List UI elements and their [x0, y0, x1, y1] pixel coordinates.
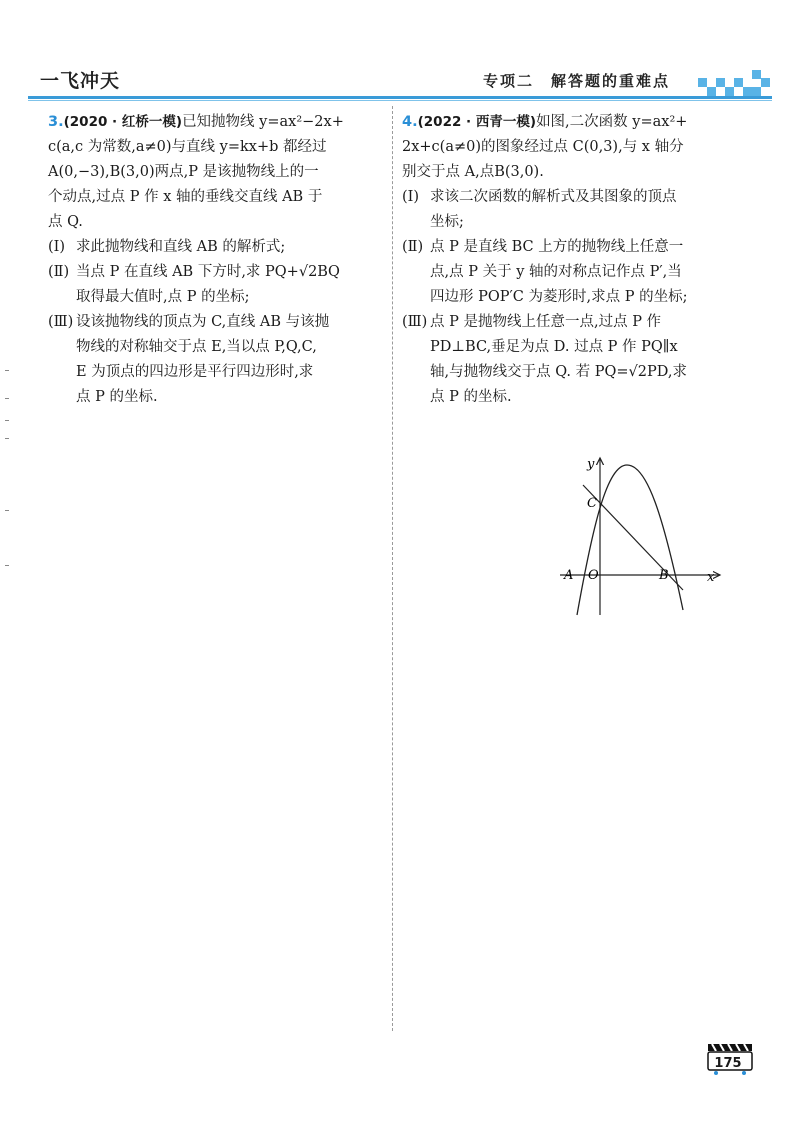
section-title: 专项二 解答题的重难点 [483, 72, 671, 90]
question-3-number: 3. [48, 114, 64, 130]
question-3-part-3: (Ⅲ) 设该抛物线的顶点为 C,直线 AB 与该抛 物线的对称轴交于点 E,当以点 P,Q,C, E 为顶点的四边形是平行四边形时,求 点 P 的坐标. [48, 314, 330, 405]
question-4-source: (2022 · 西青一模) [417, 114, 537, 130]
checker-decoration [698, 70, 768, 96]
label-b: B [659, 568, 669, 583]
label-x: x [707, 570, 715, 585]
question-3-line-5: 点 Q. [48, 214, 83, 230]
question-3-line-4: 个动点,过点 P 作 x 轴的垂线交直线 AB 于 [48, 189, 323, 205]
question-3-part-1: (Ⅰ) 求此抛物线和直线 AB 的解析式; [48, 239, 286, 255]
question-4 [402, 110, 752, 410]
page-header [28, 58, 772, 102]
question-3 [48, 110, 386, 410]
question-3-line-1: 3.(2020 · 红桥一模)已知抛物线 y=ax²−2x+ [48, 114, 344, 130]
question-4-part-3: (Ⅲ) 点 P 是抛物线上任意一点,过点 P 作 PD⊥BC,垂足为点 D. 过点 P 作 PQ∥x 轴,与抛物线交于点 Q. 若 PQ=√2PD,求 点 P 的坐标. [402, 314, 687, 405]
page-number: 175 [714, 1056, 742, 1071]
column-divider [392, 106, 393, 1031]
header-rule-thin [28, 100, 772, 101]
question-3-line-2: c(a,c 为常数,a≠0)与直线 y=kx+b 都经过 [48, 139, 327, 155]
question-4-line-2: 2x+c(a≠0)的图象经过点 C(0,3),与 x 轴分 [402, 139, 684, 155]
question-4-line-3: 别交于点 A,点B(3,0). [402, 164, 544, 180]
label-y: y [587, 457, 595, 472]
margin-marks [3, 360, 13, 590]
label-a: A [564, 568, 574, 583]
parabola-figure [555, 455, 730, 620]
question-4-part-1: (Ⅰ) 求该二次函数的解析式及其图象的顶点 坐标; [402, 189, 677, 230]
question-4-part-2: (Ⅱ) 点 P 是直线 BC 上方的抛物线上任意一 点,点 P 关于 y 轴的对称点记作点 P′,当 四边形 POP′C 为菱形时,求点 P 的坐标; [402, 239, 688, 305]
header-rule [28, 96, 772, 99]
parabola-curve [577, 465, 683, 615]
question-3-part-2: (Ⅱ) 当点 P 在直线 AB 下方时,求 PQ+√2BQ 取得最大值时,点 P 的坐标; [48, 264, 340, 305]
label-o: O [588, 568, 599, 583]
label-c: C [587, 496, 597, 511]
brand-logo: 一飞冲天 [40, 70, 121, 92]
question-4-line-1: 4.(2022 · 西青一模)如图,二次函数 y=ax²+ [402, 114, 688, 130]
question-3-line-3: A(0,−3),B(3,0)两点,P 是该抛物线上的一 [48, 164, 319, 180]
question-4-number: 4. [402, 114, 418, 130]
question-3-source: (2020 · 红桥一模) [63, 114, 183, 130]
